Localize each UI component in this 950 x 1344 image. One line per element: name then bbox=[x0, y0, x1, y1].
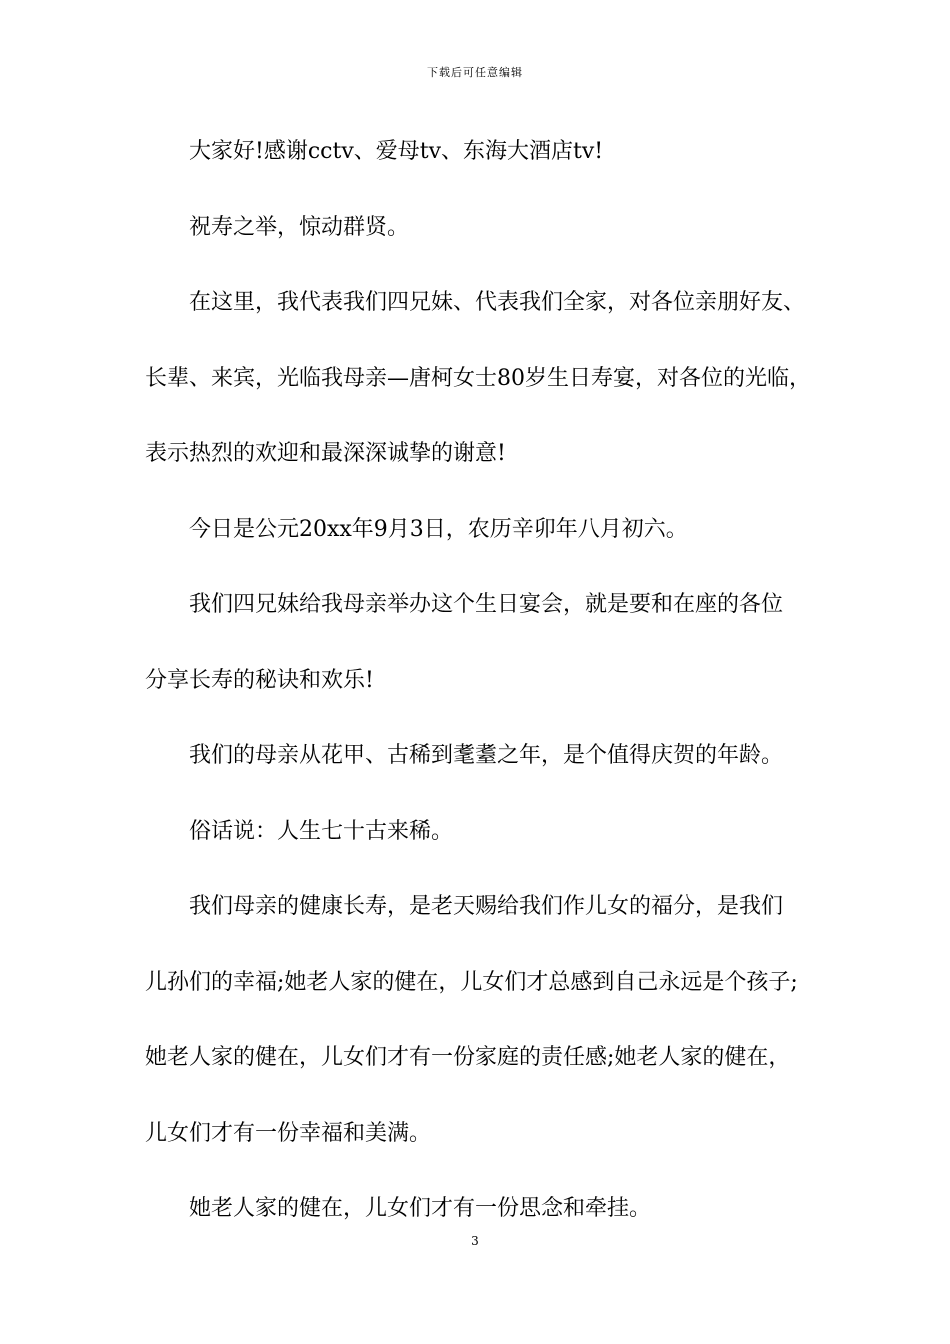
text-line-14: 儿女们才有一份幸福和美满。 bbox=[145, 1120, 432, 1146]
text-line-10: 俗话说：人生七十古来稀。 bbox=[189, 818, 454, 844]
text-line-6: 今日是公元20xx年9月3日，农历辛卯年八月初六。 bbox=[189, 516, 688, 542]
text-line-3: 在这里，我代表我们四兄妹、代表我们全家，对各位亲朋好友、 bbox=[189, 290, 806, 315]
text-line-15: 她老人家的健在，儿女们才有一份思念和牵挂。 bbox=[189, 1196, 652, 1221]
text-line-9: 我们的母亲从花甲、古稀到耄耋之年，是个值得庆贺的年龄。 bbox=[189, 743, 784, 768]
page-header: 下载后可任意编辑 bbox=[427, 66, 523, 79]
text-line-12: 儿孙们的幸福;她老人家的健在，儿女们才总感到自己永远是个孩子; bbox=[145, 969, 798, 995]
text-line-13: 她老人家的健在，儿女们才有一份家庭的责任感;她老人家的健在， bbox=[145, 1045, 791, 1070]
text-line-11: 我们母亲的健康长寿，是老天赐给我们作儿女的福分，是我们 bbox=[189, 894, 784, 919]
page-number: 3 bbox=[471, 1234, 479, 1248]
document-body bbox=[145, 133, 825, 1266]
text-line-2: 祝寿之举，惊动群贤。 bbox=[189, 214, 410, 240]
text-line-5: 表示热烈的欢迎和最深深诚挚的谢意! bbox=[145, 441, 506, 466]
text-line-7: 我们四兄妹给我母亲举办这个生日宴会，就是要和在座的各位 bbox=[189, 592, 784, 617]
text-line-4: 长辈、来宾，光临我母亲—唐柯女士80岁生日寿宴，对各位的光临， bbox=[145, 365, 811, 391]
text-line-8: 分享长寿的秘诀和欢乐! bbox=[145, 667, 374, 693]
text-line-1: 大家好!感谢cctv、爱母tv、东海大酒店tv! bbox=[189, 139, 604, 164]
